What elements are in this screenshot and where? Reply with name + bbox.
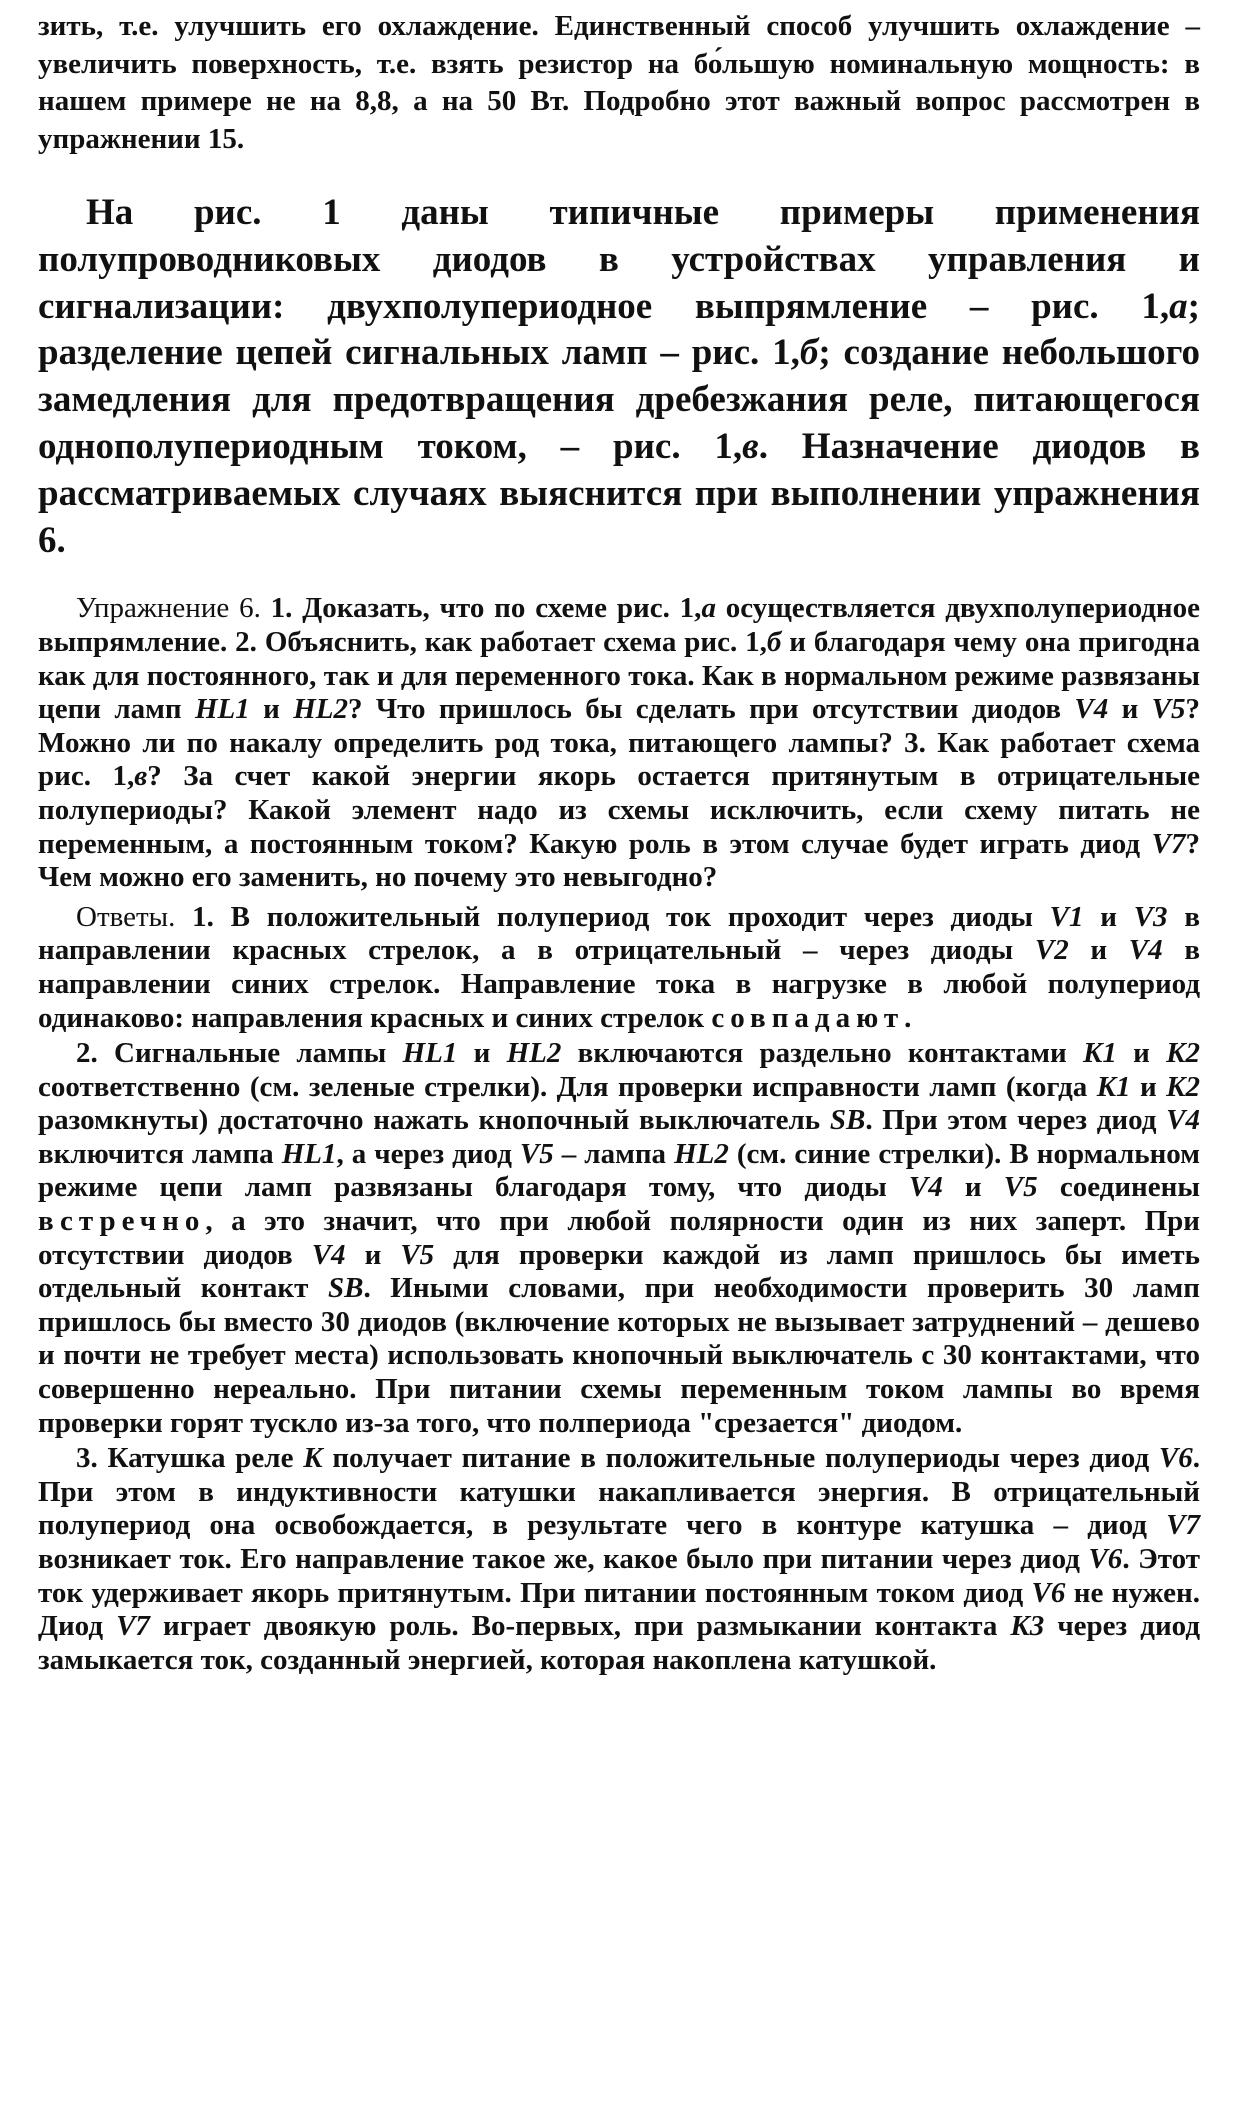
italic-term: V1 — [1049, 900, 1084, 933]
text-run: (см. синие стрелки). В нормальном режиме цепи ламп развязаны благодаря тому, что диоды — [38, 1137, 1201, 1204]
spaced-emphasis: встречно — [38, 1205, 206, 1238]
text-run: играет двоякую роль. Во-первых, при размыкании контакта — [149, 1610, 1011, 1643]
text-run: соединены — [1037, 1171, 1200, 1204]
italic-term: V4 — [1074, 693, 1109, 726]
text-run: в направлении красных стрелок, а в отрицательный – через диоды — [38, 900, 1200, 967]
italic-term: б — [766, 625, 782, 658]
intro-paragraph — [38, 190, 1200, 564]
text-run: и — [457, 1037, 507, 1070]
italic-term: HL2 — [506, 1037, 562, 1070]
answer-3-paragraph — [38, 1442, 1200, 1677]
exercise-paragraph — [38, 592, 1200, 894]
continued-paragraph — [38, 8, 1200, 158]
italic-term: K — [303, 1442, 323, 1475]
text-run: и — [1116, 1037, 1167, 1070]
italic-term: а — [701, 592, 716, 625]
italic-term: V7 — [116, 1610, 150, 1643]
text-run: возникает ток. Его направление такое же, какое было при питании через диод — [38, 1543, 1089, 1575]
italic-term: V4 — [908, 1171, 943, 1204]
italic-term: K2 — [1166, 1070, 1200, 1103]
italic-term: а — [1169, 285, 1188, 327]
text-run: и — [1083, 900, 1134, 933]
italic-term: HL1 — [194, 693, 250, 726]
section-lead: Ответы. — [76, 900, 176, 933]
text-run: ? Что пришлось бы сделать при отсутствии диодов — [347, 693, 1075, 726]
italic-term: HL1 — [402, 1037, 458, 1070]
text-run: . — [904, 1001, 912, 1034]
italic-term: V4 — [1166, 1104, 1200, 1137]
italic-term: V7 — [1166, 1509, 1200, 1542]
text-run: ? За счет какой энергии якорь остается притянутым в отрицательные полупериоды? Какой элемент надо из схемы исключить, если схему питать не переменным, а постоянным током? Какую роль в этом случае будет играть диод — [38, 760, 1200, 860]
text-run: получает питание в положительные полупериоды через диод — [322, 1442, 1159, 1475]
text-run: разомкнуты) достаточно нажать кнопочный выключатель — [38, 1104, 830, 1137]
italic-term: V6 — [1088, 1543, 1123, 1575]
text-run: ; разделение цепей сигнальных ламп – рис. 1, — [38, 285, 1200, 374]
text-run: и — [942, 1171, 1004, 1204]
text-run: 1. Доказать, что по схеме рис. 1, — [260, 592, 702, 625]
italic-term: V2 — [1034, 934, 1069, 967]
italic-term: V6 — [1158, 1442, 1193, 1475]
text-run: соответственно (см. зеленые стрелки). Для проверки исправности ламп (когда — [38, 1070, 1097, 1103]
answer-2-paragraph — [38, 1037, 1200, 1440]
text-run: включаются раздельно контактами — [561, 1037, 1084, 1070]
italic-term: SB — [327, 1272, 364, 1305]
text-run: и — [345, 1238, 401, 1271]
text-run: – лампа — [553, 1137, 675, 1170]
text-run: и — [1068, 934, 1129, 967]
italic-term: K3 — [1010, 1610, 1045, 1643]
text-run: , а это значит, что при любой полярности один из них заперт. При отсутствии диодов — [38, 1205, 1200, 1271]
text-run: . При этом через диод — [865, 1104, 1167, 1137]
italic-term: HL2 — [293, 693, 348, 726]
text-run: 1. В положительный полупериод ток проходит через диоды — [175, 900, 1050, 933]
document-page — [38, 8, 1200, 1677]
italic-term: V4 — [1128, 934, 1163, 967]
text-run: 2. Сигнальные лампы — [76, 1037, 403, 1070]
text-run: 3. Катушка реле — [76, 1442, 304, 1475]
text-run: через диод замыкается ток, созданный энергией, которая накоплена катушкой. — [38, 1610, 1200, 1676]
text-run: осуществляется двухполупериодное выпрямление. 2. Объяснить, как работает схема рис. 1, — [38, 592, 1201, 658]
answer-1-paragraph — [38, 901, 1200, 1035]
text-run: На рис. 1 даны типичные примеры применения полупроводниковых диодов в устройствах управления и сигнализации: двухполупериодное выпрямление – рис. 1, — [38, 192, 1200, 327]
text-run: . Назначение диодов в рассматриваемых случаях выяснится при выполнении упражнения 6. — [38, 425, 1201, 561]
italic-term: V5 — [519, 1137, 554, 1170]
section-lead: Упражнение 6. — [76, 592, 261, 625]
text-run: . Этот ток удерживает якорь притянутым. При питании постоянным током диод — [38, 1543, 1200, 1609]
text-run: ? Можно ли по накалу определить род тока, питающего лампы? 3. Как работает схема рис. 1, — [38, 693, 1200, 793]
italic-term: V6 — [1031, 1576, 1066, 1609]
text-run: ? Чем можно его заменить, но почему это невыгодно? — [38, 827, 1200, 894]
italic-term: V3 — [1133, 900, 1168, 933]
text-run: ; создание небольшого замедления для предотвращения дребезжания реле, питающегося однополупериодным током, – рис. 1, — [38, 332, 1200, 467]
text-run: и благодаря чему она пригодна как для постоянного, так и для переменного тока. Как в нормальном режиме развязаны цепи ламп — [38, 625, 1200, 726]
italic-term: K1 — [1083, 1037, 1117, 1070]
text-run: и — [249, 693, 294, 726]
text-run: и — [1108, 693, 1152, 726]
italic-term: V5 — [400, 1238, 435, 1271]
text-run: и — [1130, 1070, 1167, 1103]
italic-term: в — [134, 760, 148, 793]
italic-term: V4 — [311, 1238, 346, 1271]
text-run: . При этом в индуктивности катушки накапливается энергия. В отрицательный полупериод она освобождается, в результате чего в контуре катушка – диод — [38, 1442, 1200, 1542]
italic-term: K2 — [1166, 1037, 1200, 1070]
italic-term: K1 — [1096, 1070, 1131, 1103]
italic-term: V5 — [1003, 1171, 1038, 1204]
text-run: не нужен. Диод — [38, 1576, 1200, 1643]
text-run: в направлении синих стрелок. Направление тока в нагрузке в любой полупериод одинаково: направления красных и синих стрелок — [38, 934, 1200, 1034]
text-run: , а через диод — [336, 1137, 520, 1170]
italic-term: HL1 — [281, 1137, 337, 1170]
italic-term: HL2 — [674, 1137, 729, 1170]
text-run: включится лампа — [38, 1137, 282, 1170]
spaced-emphasis: совпадают — [711, 1001, 905, 1034]
text-run: для проверки каждой из ламп пришлось бы иметь отдельный контакт — [38, 1238, 1200, 1305]
italic-term: V5 — [1151, 693, 1186, 726]
italic-term: в — [742, 425, 759, 467]
italic-term: б — [799, 332, 819, 374]
italic-term: SB — [829, 1104, 866, 1137]
text-run: . Иными словами, при необходимости проверить 30 ламп пришлось бы вместо 30 диодов (включение которых не вызывает затруднений – дешево и почти не требует места) использовать кнопочный выключатель с 30 контактами, что совершенно нереально. При питании схемы переменным током лампы во время проверки горят тускло из-за того, что полпериода "срезается" диодом. — [38, 1272, 1200, 1439]
text-run: зить, т.е. улучшить его охлаждение. Единственный способ улучшить охлаждение – увеличить поверхность, т.е. взять резистор на бо́льшую номинальную мощность: в нашем примере не на 8,8, а на 50 Вт. Подробно этот важный вопрос рассмотрен в упражнении 15. — [38, 10, 1200, 155]
italic-term: V7 — [1151, 827, 1186, 860]
